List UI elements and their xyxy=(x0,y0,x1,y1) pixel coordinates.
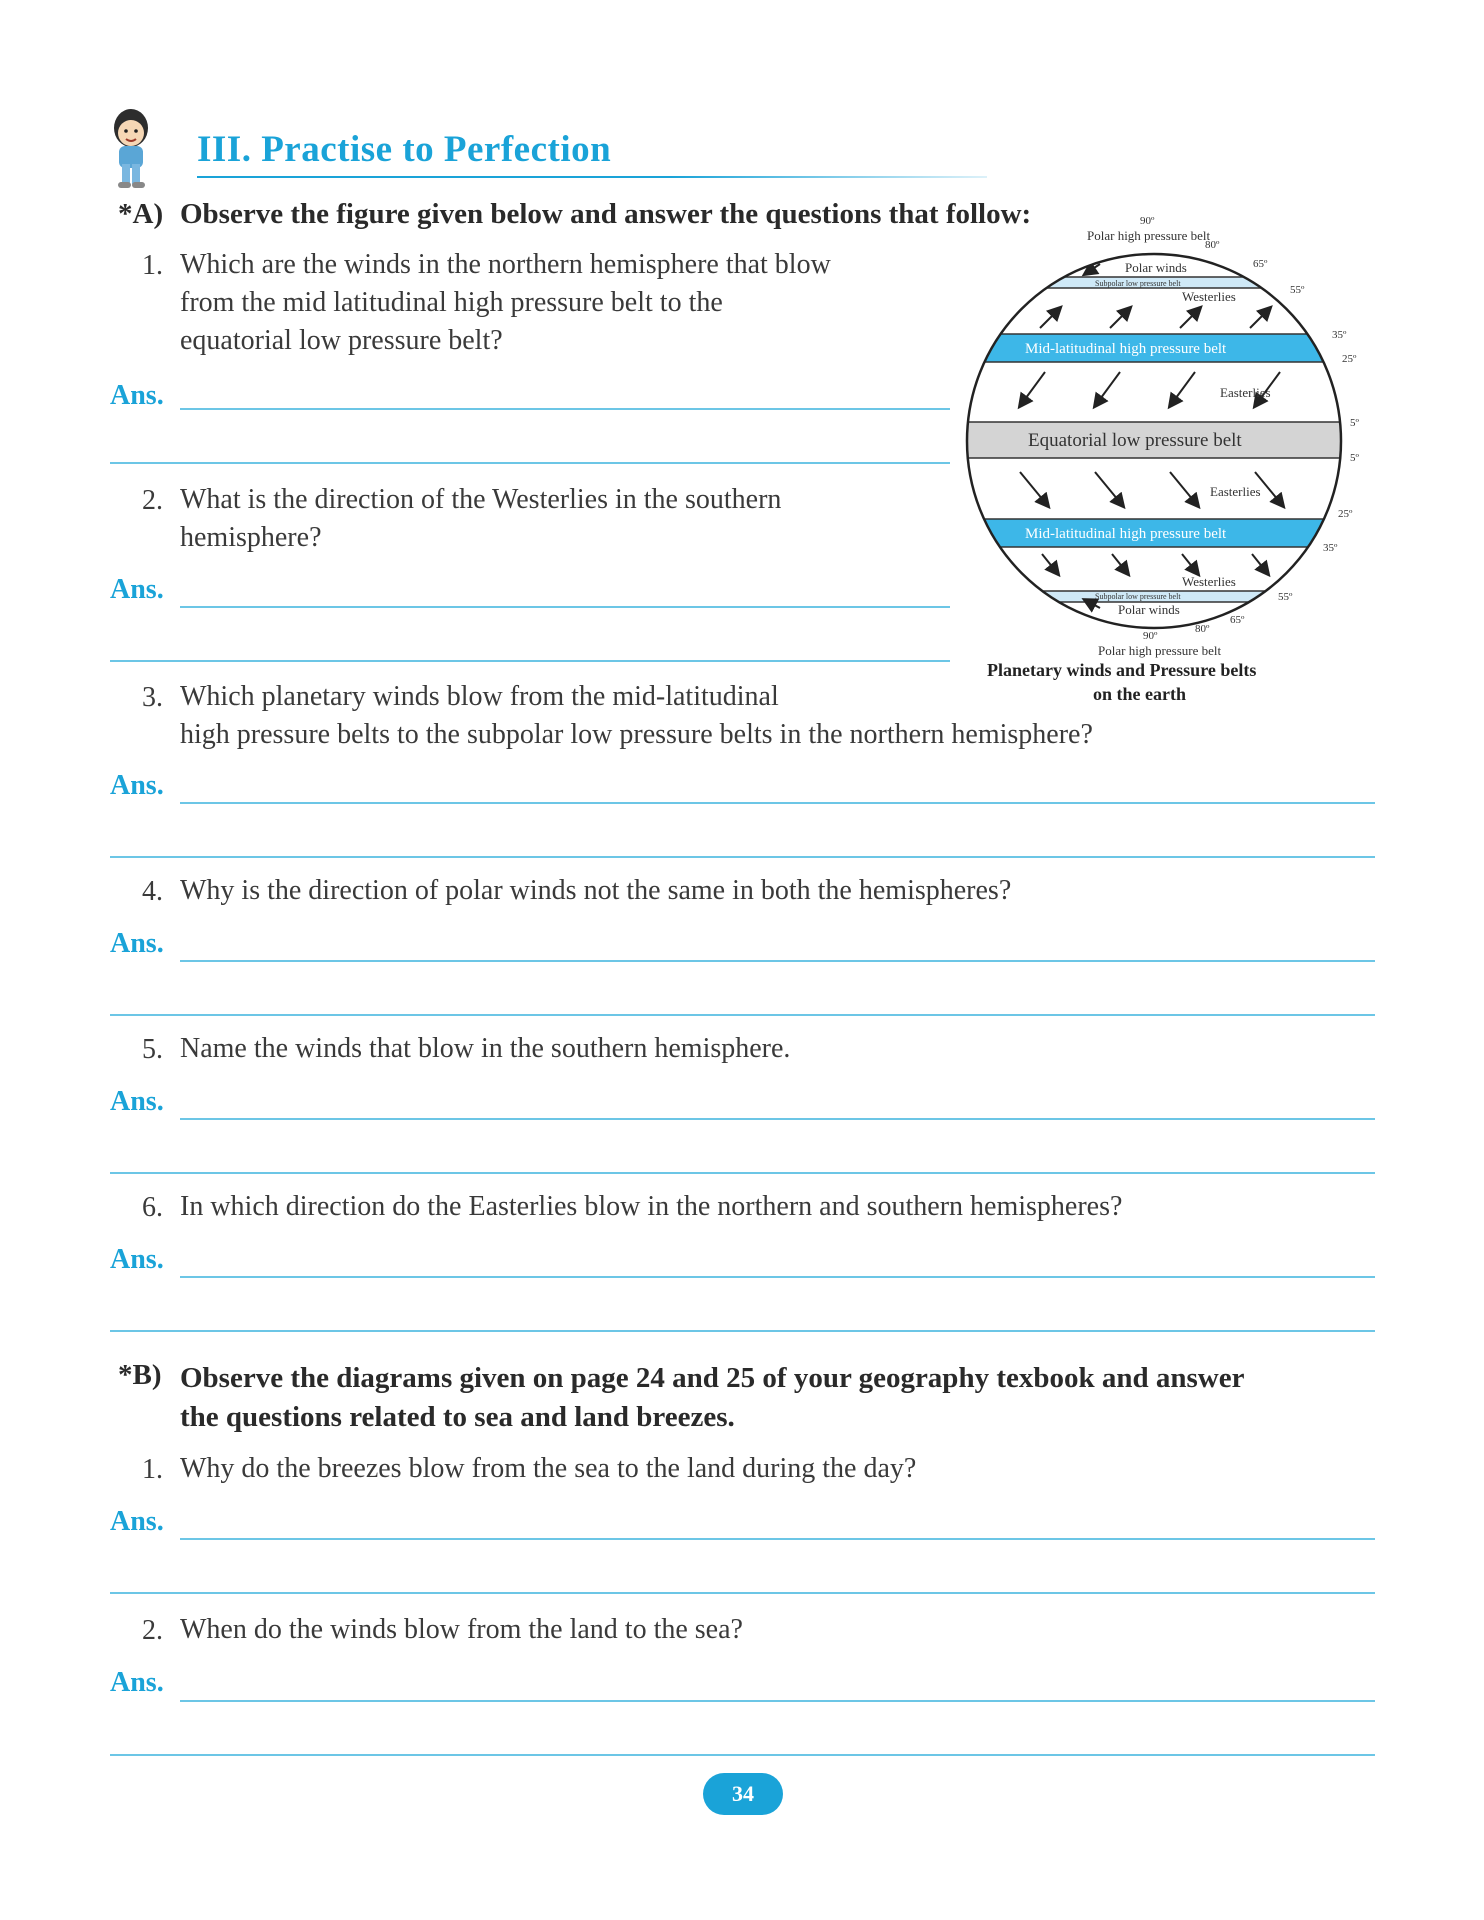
page-title: III. Practise to Perfection xyxy=(197,129,612,170)
label-polar-high-north: Polar high pressure belt xyxy=(1087,228,1211,243)
boy-mascot-icon xyxy=(102,106,160,192)
question-number: 2. xyxy=(142,485,163,516)
answer-label: Ans. xyxy=(110,1506,164,1537)
label-easterlies-north: Easterlies xyxy=(1220,385,1271,400)
question-text: Which are the winds in the northern hemisphere that blow from the mid latitudinal high pressure belt to the equatorial low pressure belt? xyxy=(180,249,831,356)
label-5-north: 5º xyxy=(1350,417,1359,429)
answer-line[interactable] xyxy=(180,960,1375,962)
answer-label: Ans. xyxy=(110,1667,164,1698)
answer-line[interactable] xyxy=(110,1014,1375,1016)
answer-label: Ans. xyxy=(110,1244,164,1275)
label-90-north: 90º xyxy=(1140,215,1155,227)
answer-line[interactable] xyxy=(180,1538,1375,1540)
answer-line[interactable] xyxy=(180,1276,1375,1278)
question-number: 1. xyxy=(142,1454,163,1485)
label-80-north: 80º xyxy=(1205,239,1220,251)
label-55-north: 55º xyxy=(1290,284,1305,296)
answer-line[interactable] xyxy=(110,856,1375,858)
label-subpolar-south: Subpolar low pressure belt xyxy=(1095,592,1181,601)
question-number: 1. xyxy=(142,250,163,281)
question-text: What is the direction of the Westerlies in the southern hemisphere? xyxy=(180,484,782,553)
answer-line[interactable] xyxy=(110,660,950,662)
label-25-north: 25º xyxy=(1342,353,1357,365)
answer-label: Ans. xyxy=(110,380,164,411)
label-35-north: 35º xyxy=(1332,329,1347,341)
section-a-mark: *A) xyxy=(118,198,164,230)
answer-line[interactable] xyxy=(110,1330,1375,1332)
question-text: When do the winds blow from the land to the sea? xyxy=(180,1614,743,1645)
label-polar-winds-north: Polar winds xyxy=(1125,260,1187,275)
question-text: Which planetary winds blow from the mid-latitudinal high pressure belts to the subpolar low pressure belts in the northern hemisphere? xyxy=(180,681,1093,750)
section-b-mark: *B) xyxy=(118,1359,162,1391)
question-text: Why do the breezes blow from the sea to the land during the day? xyxy=(180,1453,917,1484)
label-polar-high-south: Polar high pressure belt xyxy=(1098,643,1222,658)
label-90-south: 90º xyxy=(1143,630,1158,642)
label-polar-winds-south: Polar winds xyxy=(1118,602,1180,617)
answer-line[interactable] xyxy=(180,1118,1375,1120)
section-a-heading: Observe the figure given below and answer the questions that follow: xyxy=(180,198,1032,230)
question-number: 3. xyxy=(142,682,163,713)
question-number: 2. xyxy=(142,1615,163,1646)
label-55-south: 55º xyxy=(1278,591,1293,603)
label-subpolar-north: Subpolar low pressure belt xyxy=(1095,279,1181,288)
label-25-south: 25º xyxy=(1338,508,1353,520)
section-b-heading: Observe the diagrams given on page 24 and 25 of your geography texbook and answer the questions related to sea and land breezes. xyxy=(180,1362,1245,1433)
label-80-south: 80º xyxy=(1195,623,1210,635)
label-westerlies-south: Westerlies xyxy=(1182,574,1236,589)
answer-line[interactable] xyxy=(180,408,950,410)
label-65-north: 65º xyxy=(1253,258,1268,270)
figure-caption-line2: on the earth xyxy=(1093,684,1186,704)
answer-label: Ans. xyxy=(110,574,164,605)
label-5-south: 5º xyxy=(1350,452,1359,464)
answer-label: Ans. xyxy=(110,770,164,801)
label-midlat-south: Mid-latitudinal high pressure belt xyxy=(1025,526,1227,542)
question-number: 5. xyxy=(142,1034,163,1065)
answer-line[interactable] xyxy=(110,1172,1375,1174)
label-65-south: 65º xyxy=(1230,614,1245,626)
question-text: Why is the direction of polar winds not the same in both the hemispheres? xyxy=(180,875,1012,906)
answer-line[interactable] xyxy=(180,606,950,608)
question-number: 6. xyxy=(142,1192,163,1223)
question-number: 4. xyxy=(142,876,163,907)
title-underline xyxy=(197,176,987,178)
answer-label: Ans. xyxy=(110,928,164,959)
answer-label: Ans. xyxy=(110,1086,164,1117)
answer-line[interactable] xyxy=(180,1700,1375,1702)
label-midlat-north: Mid-latitudinal high pressure belt xyxy=(1025,341,1227,357)
page-number-badge: 34 xyxy=(703,1773,783,1815)
question-text: In which direction do the Easterlies blow in the northern and southern hemispheres? xyxy=(180,1191,1123,1222)
label-35-south: 35º xyxy=(1323,542,1338,554)
answer-line[interactable] xyxy=(110,1754,1375,1756)
answer-line[interactable] xyxy=(180,802,1375,804)
answer-line[interactable] xyxy=(110,462,950,464)
figure-caption-line1: Planetary winds and Pressure belts xyxy=(987,660,1257,680)
pressure-belts-figure xyxy=(950,210,1370,720)
answer-line[interactable] xyxy=(110,1592,1375,1594)
question-text: Name the winds that blow in the southern hemisphere. xyxy=(180,1033,791,1064)
label-equatorial: Equatorial low pressure belt xyxy=(1028,430,1242,451)
label-westerlies-north: Westerlies xyxy=(1182,289,1236,304)
label-easterlies-south: Easterlies xyxy=(1210,484,1261,499)
